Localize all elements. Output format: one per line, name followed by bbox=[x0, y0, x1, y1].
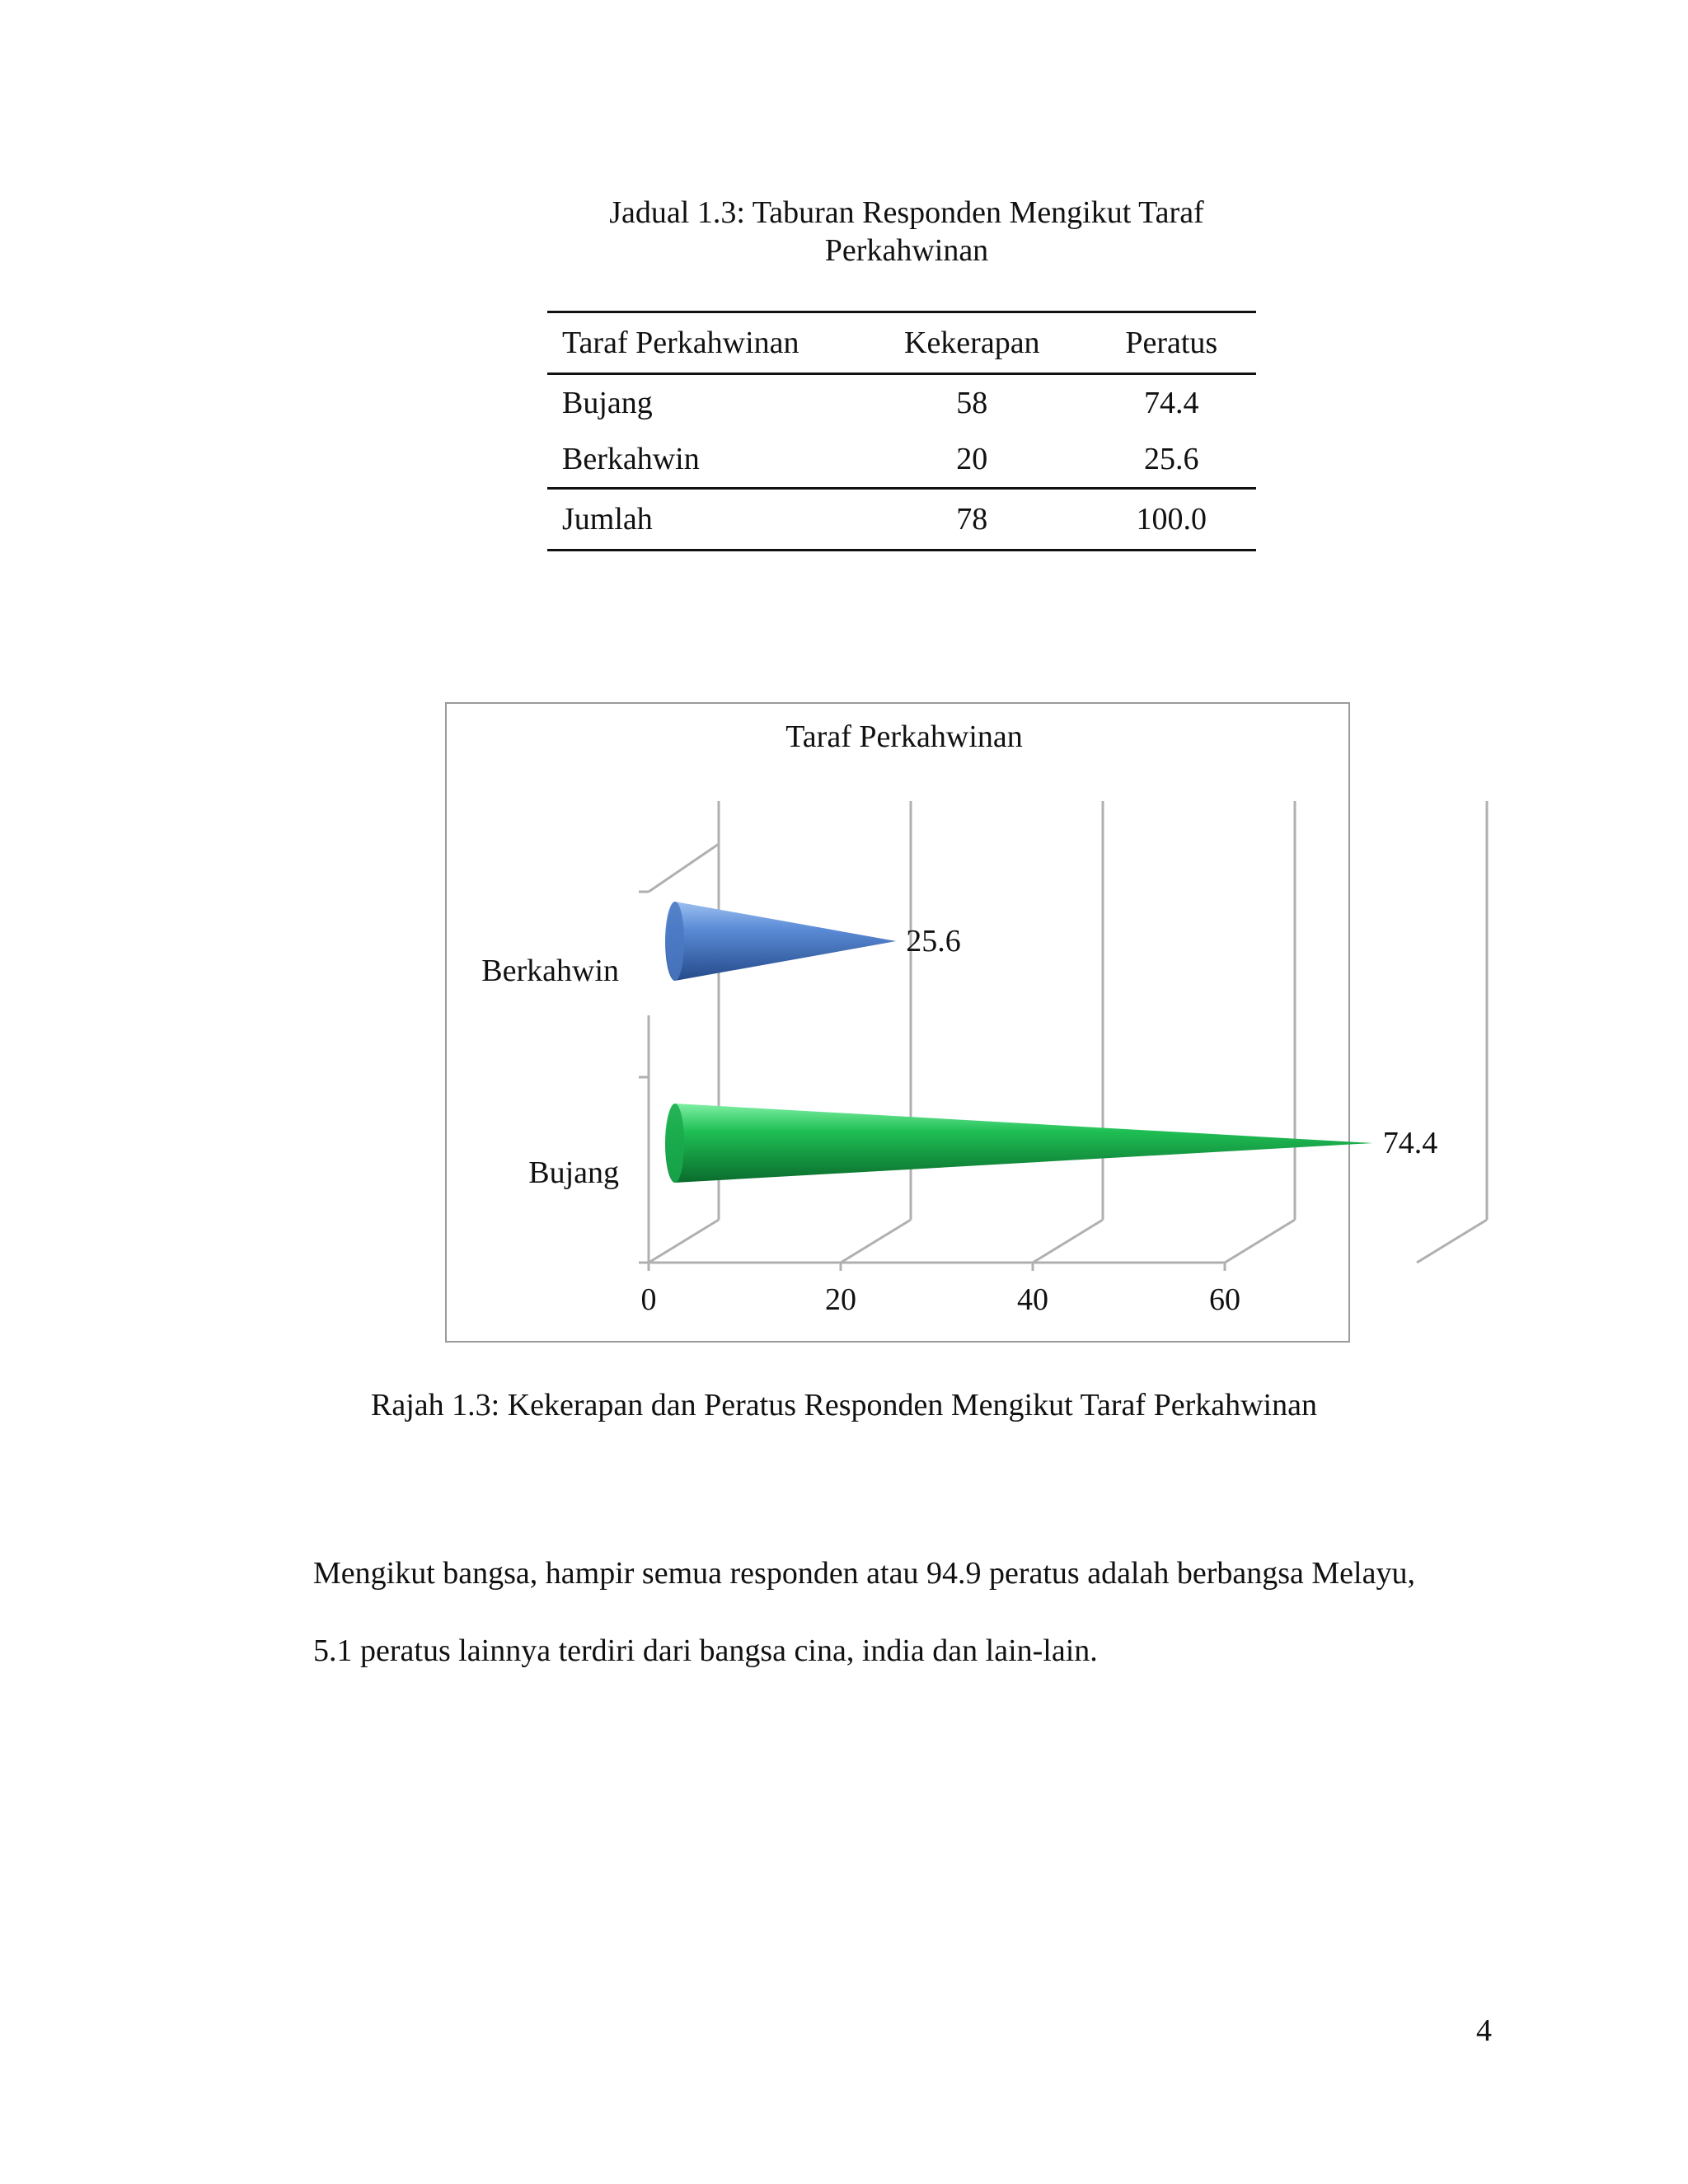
cone-base bbox=[666, 1104, 684, 1183]
cone-body bbox=[665, 902, 896, 981]
total-label: Jumlah bbox=[547, 489, 857, 551]
floor-gridline bbox=[1033, 1220, 1103, 1263]
cone-body bbox=[665, 1104, 1373, 1183]
header-kekerapan: Kekerapan bbox=[857, 312, 1087, 374]
row-pct: 25.6 bbox=[1144, 442, 1199, 476]
chart-frame bbox=[445, 702, 1438, 1343]
total-pct: 100.0 bbox=[1087, 489, 1256, 551]
table-title bbox=[544, 194, 1269, 269]
table-title-line1: Jadual 1.3: Taburan Responden Mengikut Taraf bbox=[609, 195, 1204, 230]
table-total-row bbox=[547, 489, 1256, 551]
table-row bbox=[547, 431, 1256, 489]
paragraph-line2: 5.1 peratus lainnya terdiri dari bangsa cina, india dan lain-lain. bbox=[313, 1633, 1098, 1668]
row-pct: 74.4 bbox=[1144, 386, 1199, 420]
x-tick-label: 40 bbox=[1017, 1282, 1048, 1317]
axis-depth-line bbox=[649, 844, 719, 892]
row-label: Berkahwin bbox=[562, 442, 700, 476]
table-header-row bbox=[547, 312, 1256, 374]
figure-caption: Rajah 1.3: Kekerapan dan Peratus Responden Mengikut Taraf Perkahwinan bbox=[371, 1388, 1317, 1422]
x-tick-label: 60 bbox=[1209, 1282, 1240, 1317]
paragraph-line1: Mengikut bangsa, hampir semua responden atau 94.9 peratus adalah berbangsa Melayu, bbox=[313, 1556, 1415, 1591]
table-title-line2: Perkahwinan bbox=[824, 233, 989, 268]
total-freq: 78 bbox=[857, 489, 1087, 551]
row-freq: 20 bbox=[956, 442, 988, 476]
row-label: Bujang bbox=[562, 386, 653, 420]
body-paragraph bbox=[313, 1535, 1492, 1690]
table-row bbox=[547, 374, 1256, 432]
page-number: 4 bbox=[1476, 2013, 1492, 2048]
data-label: 25.6 bbox=[906, 924, 961, 958]
category-label: Bujang bbox=[528, 1155, 619, 1190]
header-peratus: Peratus bbox=[1087, 312, 1256, 374]
category-label: Berkahwin bbox=[481, 954, 619, 988]
floor-gridline bbox=[841, 1220, 911, 1263]
data-label: 74.4 bbox=[1382, 1126, 1438, 1160]
x-tick-label: 20 bbox=[825, 1282, 856, 1317]
frequency-table bbox=[547, 311, 1256, 551]
cone-bar-chart bbox=[447, 704, 1438, 1341]
x-tick-label: 0 bbox=[640, 1282, 657, 1317]
chart-title: Taraf Perkahwinan bbox=[785, 719, 1023, 754]
cone-bar bbox=[528, 1104, 1437, 1190]
floor-gridline bbox=[1225, 1220, 1295, 1263]
floor-gridline bbox=[649, 1220, 719, 1263]
header-taraf: Taraf Perkahwinan bbox=[547, 312, 857, 374]
row-freq: 58 bbox=[956, 386, 988, 420]
cone-bar bbox=[481, 902, 960, 988]
floor-gridline bbox=[1417, 1220, 1487, 1263]
cone-base bbox=[666, 902, 684, 981]
